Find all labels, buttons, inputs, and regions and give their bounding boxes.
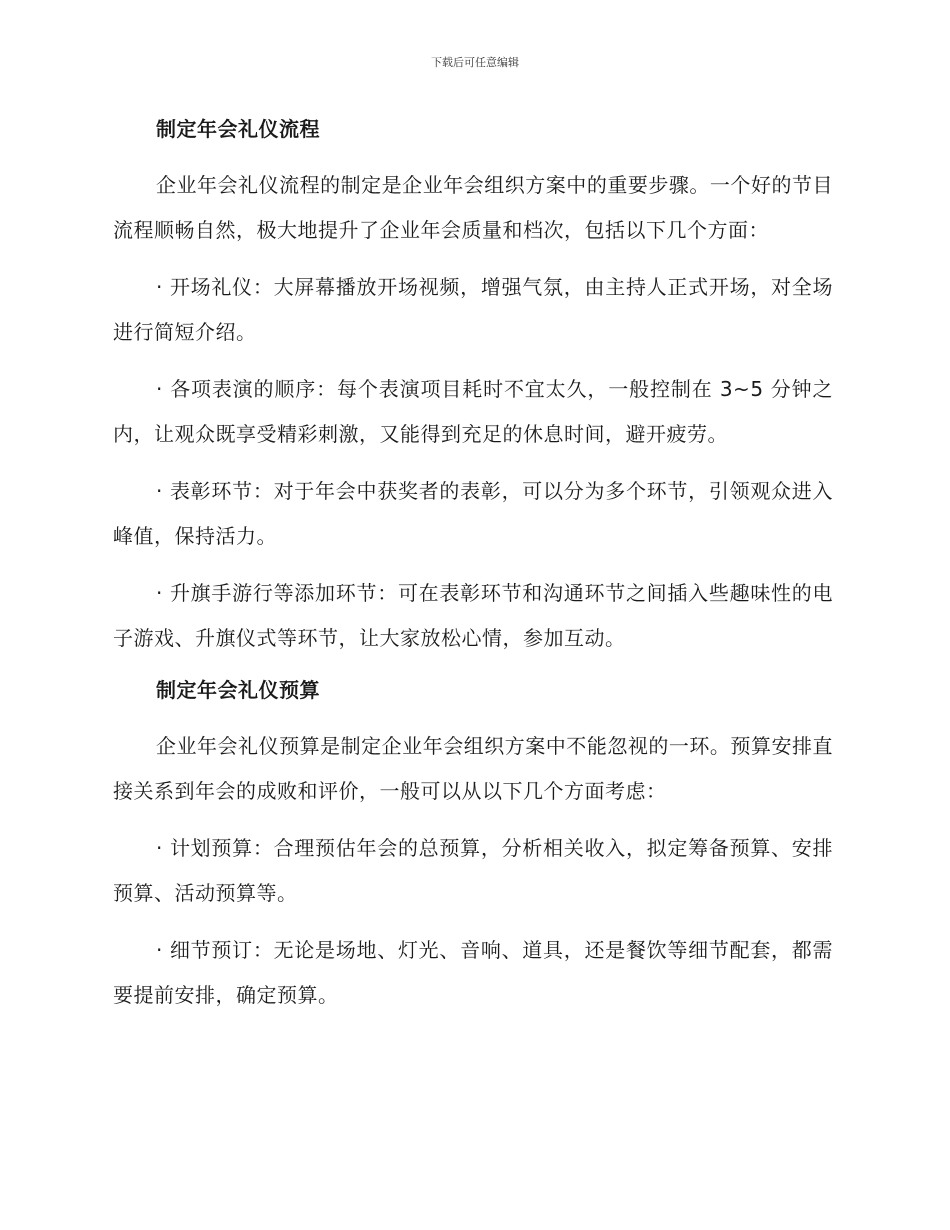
list-item: · 各项表演的顺序：每个表演项目耗时不宜太久，一般控制在 3~5 分钟之内，让观众既享受精彩刺激，又能得到充足的休息时间，避开疲劳。 <box>113 377 833 446</box>
section-heading-budget: 制定年会礼仪预算 <box>156 678 320 702</box>
list-item: · 细节预订：无论是场地、灯光、音响、道具，还是餐饮等细节配套，都需要提前安排，确定预算。 <box>113 938 833 1007</box>
list-item: · 表彰环节：对于年会中获奖者的表彰，可以分为多个环节，引领观众进入峰值，保持活力。 <box>113 479 833 548</box>
section-heading-process: 制定年会礼仪流程 <box>156 117 320 141</box>
list-item: · 开场礼仪：大屏幕播放开场视频，增强气氛，由主持人正式开场，对全场进行简短介绍。 <box>113 275 833 344</box>
section-intro-budget: 企业年会礼仪预算是制定企业年会组织方案中不能忽视的一环。预算安排直接关系到年会的成败和评价，一般可以从以下几个方面考虑： <box>113 734 833 803</box>
list-item: · 计划预算：合理预估年会的总预算，分析相关收入，拟定筹备预算、安排预算、活动预算等。 <box>113 836 833 905</box>
document-body <box>113 112 833 1030</box>
list-item: · 升旗手游行等添加环节：可在表彰环节和沟通环节之间插入些趣味性的电子游戏、升旗仪式等环节，让大家放松心情，参加互动。 <box>113 581 833 650</box>
section-intro-process: 企业年会礼仪流程的制定是企业年会组织方案中的重要步骤。一个好的节目流程顺畅自然，极大地提升了企业年会质量和档次，包括以下几个方面： <box>113 173 833 242</box>
page-header: 下载后可任意编辑 <box>431 56 519 69</box>
